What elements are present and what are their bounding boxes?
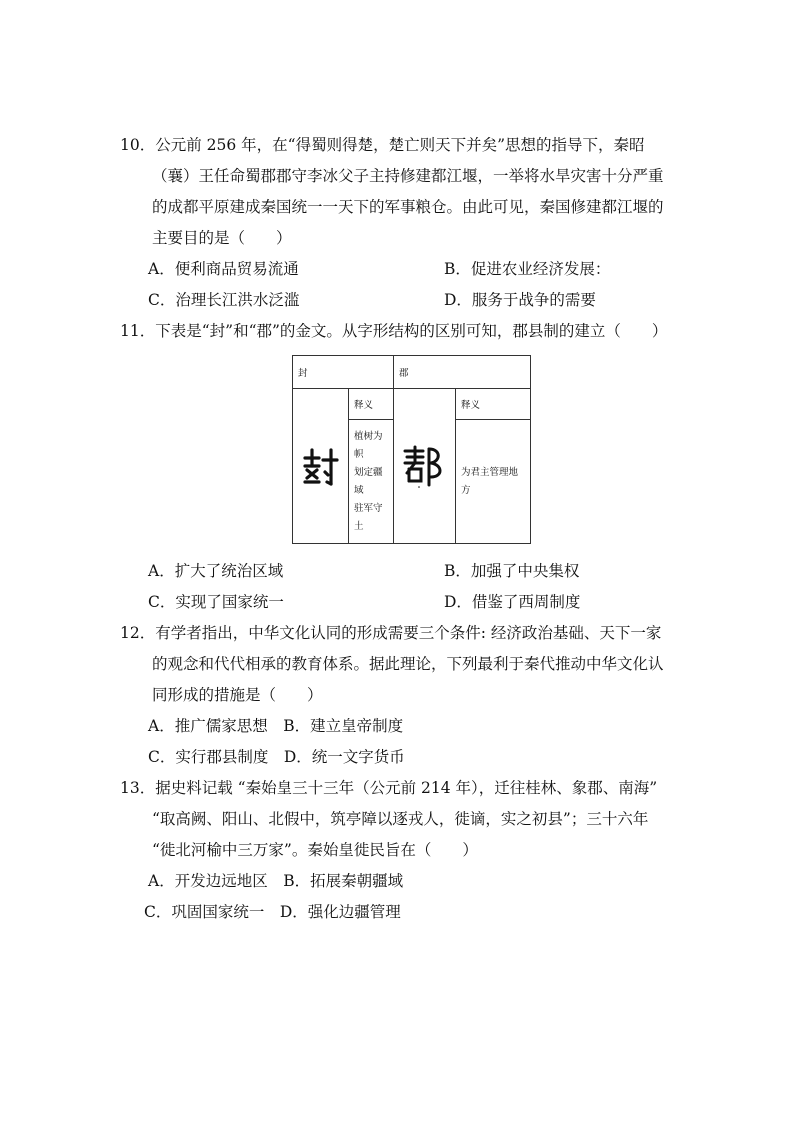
q10-line-3: 的成都平原建成秦国统一一天下的军事粮仓。由此可见，秦国修建都江堰的 <box>152 198 664 216</box>
q13-line-3: “徙北河榆中三万家”。秦始皇徙民旨在（ ） <box>152 841 478 859</box>
q10-line-1: 10．公元前 256 年，在“得蜀则得楚，楚亡则天下并矣”思想的指导下，秦昭 <box>120 136 645 154</box>
feng-meaning-line: 帜 <box>354 448 364 460</box>
q12-line-3: 同形成的措施是（ ） <box>152 686 323 704</box>
feng-meaning-line: 植树为 <box>354 430 383 442</box>
q10-line-2: （襄）王任命蜀郡郡守李冰父子主持修建都江堰，一举将水旱灾害十分严重 <box>152 167 664 185</box>
q13-options-row-2: C．巩固国家统一 D．强化边疆管理 <box>144 903 401 921</box>
q10-option-d: D．服务于战争的需要 <box>444 291 596 309</box>
q12-options-row-2: C．实行郡县制度 D．统一文字货币 <box>148 748 405 766</box>
q10-line-4: 主要目的是（ ） <box>152 229 292 247</box>
q11-option-c: C．实现了国家统一 <box>148 593 284 611</box>
jun-jinwen-glyph <box>394 389 456 544</box>
jun-meaning-line: 为君主管理地 <box>461 466 519 478</box>
jinwen-table <box>292 355 531 544</box>
q12-line-1: 12．有学者指出，中华文化认同的形成需要三个条件: 经济政治基础、天下一家 <box>120 624 662 642</box>
q12-line-2: 的观念和代代相承的教育体系。据此理论，下列最利于秦代推动中华文化认 <box>152 655 664 673</box>
jun-shiyi-label: 释义 <box>456 389 531 420</box>
q13-line-1: 13．据史料记载 “秦始皇三十三年（公元前 214 年），迁往桂林、象郡、南海” <box>120 779 658 797</box>
q13-line-2: “取高阙、阳山、北假中，筑亭障以逐戎人，徙谪，实之初县”；三十六年 <box>152 810 649 828</box>
q12-options-row-1: A．推广儒家思想 B．建立皇帝制度 <box>148 717 404 735</box>
jun-meaning-line: 方 <box>461 484 471 496</box>
q10-option-a: A．便利商品贸易流通 <box>148 260 299 278</box>
q11-option-d: D．借鉴了西周制度 <box>444 593 581 611</box>
q10-option-b: B．促进农业经济发展： <box>444 260 611 278</box>
q11-option-a: A．扩大了统治区域 <box>148 562 284 580</box>
jun-meaning <box>456 420 531 544</box>
feng-meaning-line: 划定疆 <box>354 466 383 478</box>
feng-jinwen-glyph <box>293 389 349 544</box>
feng-bronze-script-icon <box>301 444 341 488</box>
q11-option-b: B．加强了中央集权 <box>444 562 580 580</box>
feng-meaning-line: 域 <box>354 484 364 496</box>
q13-options-row-1: A．开发边远地区 B．拓展秦朝疆域 <box>148 872 404 890</box>
jun-bronze-script-icon <box>401 443 449 489</box>
feng-meaning-line: 土 <box>354 520 364 532</box>
feng-meaning <box>349 420 394 544</box>
feng-header: 封 <box>293 356 394 389</box>
feng-shiyi-label: 释义 <box>349 389 394 420</box>
jun-header: 郡 <box>394 356 531 389</box>
q11-line-1: 11．下表是“封”和“郡”的金文。从字形结构的区别可知，郡县制的建立（ ） <box>120 322 668 340</box>
feng-meaning-line: 驻军守 <box>354 502 383 514</box>
q10-option-c: C．治理长江洪水泛滥 <box>148 291 300 309</box>
